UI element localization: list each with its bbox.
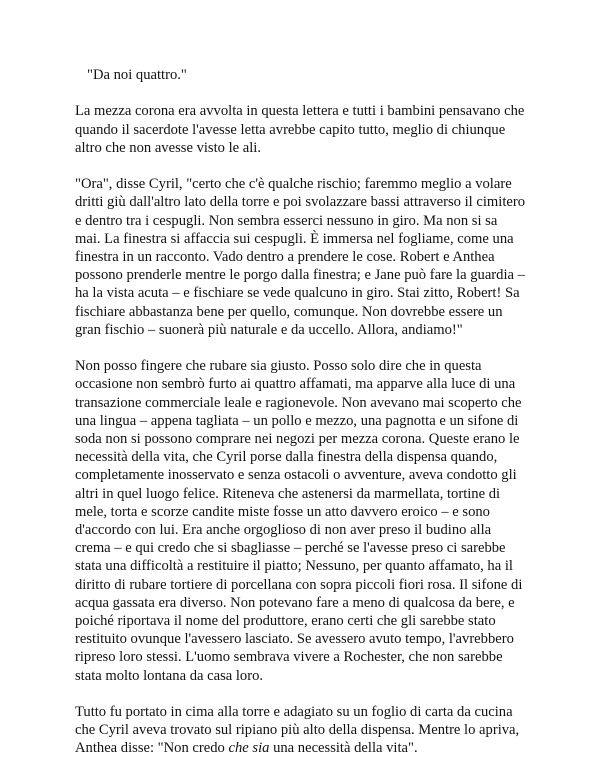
paragraph-stealing: Non posso fingere che rubare sia giusto. Posso solo dire che in questa occasione non sembrò furto ai quattro affamati, ma apparve alla luce di una transazione commerciale leale e ragionevole. Non avevano mai scoperto che una lingua – appena tagliata – un pollo e mezzo, una pagnotta e un sifone di soda non si possono comprare nei negozi per mezza corona. Queste erano le necessità della vita, che Cyril porse dalla finestra della dispensa quando, completamente inosservato e senza ostacoli o avventure, aveva condotto gli altri in quel luogo felice. Riteneva che astenersi da marmellata, tortine di mele, torta e scorze candite miste fosse un atto davvero eroico – e sono d'accordo con lui. Era anche orgoglioso di non aver preso il budino alla crema – e qui credo che si sbagliasse – perché se l'avesse preso ci sarebbe stata una difficoltà a restituire il piatto; Nessuno, per quanto affamato, ha il diritto di rubare tortiere di porcellana con sopra piccoli fiori rosa. Il sifone di acqua gassata era diverso. Non potevano fare a meno di qualcosa da bere, e poiché riportava il nome del produttore, erano certi che gli sarebbe stato restituito ovunque l'avessero lasciato. Se avessero avuto tempo, l'avrebbero ripreso loro stessi. L'uomo sembrava vivere a Rochester, che non sarebbe stata molto lontana da casa loro. [75,358,523,684]
paragraph-tower [75,703,525,758]
paragraph-tower-text: Tutto fu portato in cima alla torre e adagiato su un foglio di carta da cucina che Cyril aveva trovato sul ripiano più alto della dispensa. Mentre lo apriva, Anthea disse: "Non credo [75,704,520,757]
paragraph-tower-end: una necessità della vita". [269,740,418,757]
paragraph-tower-emphasis: che sia [228,740,270,757]
paragraph-dedication: "Da noi quattro." [87,67,187,83]
paragraph-cyril-plan: "Ora", disse Cyril, "certo che c'è qualche rischio; faremmo meglio a volare dritti giù dall'altro lato della torre e poi svolazzare bassi attraverso il cimitero e dentro tra i cespugli. Non sembra esserci nessuno in giro. Ma non si sa mai. La finestra si affaccia sui cespugli. È immersa nel fogliame, come una finestra in un racconto. Vado dentro a prendere le cose. Robert e Anthea possono prenderle mentre le porgo dalla finestra; e Jane può fare la guardia – ha la vista acuta – e fischiare se vede qualcuno in giro. Stai zitto, Robert! Sa fischiare abbastanza bene per quello, comunque. Non dovrebbe essere un gran fischio – suonerà più naturale e da uccello. Allora, andiamo!" [75,176,526,338]
document-page [75,66,525,758]
paragraph-half-crown: La mezza corona era avvolta in questa lettera e tutti i bambini pensavano che quando il sacerdote l'avesse letta avrebbe capito tutto, meglio di chiunque altro che non avesse visto le ali. [75,103,525,156]
